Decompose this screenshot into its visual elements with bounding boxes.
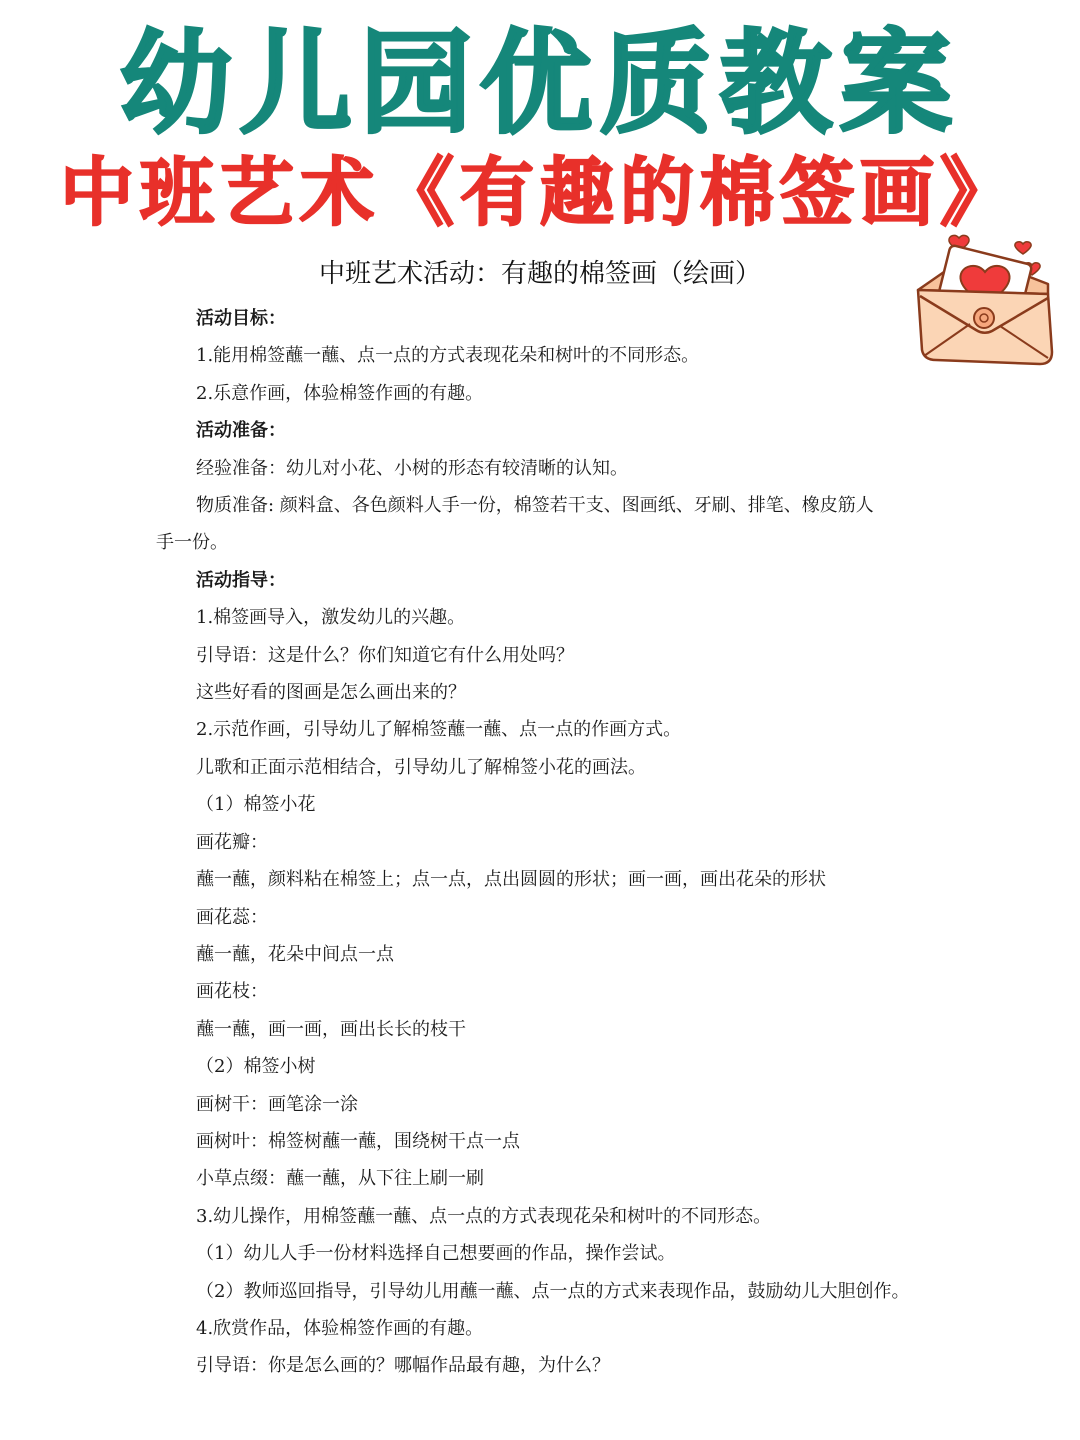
paragraph-line: （1）棉签小花 bbox=[196, 794, 316, 816]
banner-title: 幼儿园优质教案 bbox=[120, 19, 960, 149]
section-heading-preparation: 活动准备： bbox=[196, 420, 286, 442]
paragraph-line: 画花瓣： bbox=[196, 831, 268, 853]
paragraph-line: 儿歌和正面示范相结合，引导幼儿了解棉签小花的画法。 bbox=[196, 756, 646, 778]
banner-subtitle: 中班艺术《有趣的棉签画》 bbox=[60, 150, 1020, 236]
paragraph-line-continued: 手一份。 bbox=[156, 532, 228, 554]
paragraph-line: （2）棉签小树 bbox=[196, 1056, 316, 1078]
paragraph-line: （2）教师巡回指导，引导幼儿用蘸一蘸、点一点的方式来表现作品，鼓励幼儿大胆创作。 bbox=[196, 1280, 910, 1302]
section-heading-goals: 活动目标： bbox=[196, 308, 286, 329]
paragraph-line: （1）幼儿人手一份材料选择自己想要画的作品，操作尝试。 bbox=[196, 1243, 676, 1265]
paragraph-line: 画花枝： bbox=[196, 981, 268, 1003]
paragraph-line: 物质准备: 颜料盒、各色颜料人手一份，棉签若干支、图画纸、牙刷、排笔、橡皮筋人 bbox=[196, 495, 874, 517]
paragraph-line: 画树干：画笔涂一涂 bbox=[196, 1093, 358, 1115]
paragraph-line: 经验准备：幼儿对小花、小树的形态有较清晰的认知。 bbox=[196, 457, 628, 479]
paragraph-line: 画花蕊： bbox=[196, 906, 268, 928]
paragraph-line: 2.示范作画，引导幼儿了解棉签蘸一蘸、点一点的作画方式。 bbox=[196, 719, 682, 741]
paragraph-line: 引导语：这是什么？你们知道它有什么用处吗？ bbox=[196, 644, 574, 666]
paragraph-line: 1.能用棉签蘸一蘸、点一点的方式表现花朵和树叶的不同形态。 bbox=[196, 345, 700, 367]
paragraph-line: 这些好看的图画是怎么画出来的？ bbox=[196, 682, 466, 704]
paragraph-line: 小草点缀：蘸一蘸，从下往上刷一刷 bbox=[196, 1168, 484, 1190]
paragraph-line: 1.棉签画导入，激发幼儿的兴趣。 bbox=[196, 607, 466, 629]
document-title: 中班艺术活动：有趣的棉签画（绘画） bbox=[318, 259, 761, 289]
paragraph-line: 画树叶：棉签树蘸一蘸，围绕树干点一点 bbox=[196, 1130, 520, 1152]
paragraph-line: 蘸一蘸，颜料粘在棉签上；点一点，点出圆圆的形状；画一画，画出花朵的形状 bbox=[196, 869, 826, 891]
paragraph-line: 引导语：你是怎么画的？哪幅作品最有趣，为什么？ bbox=[196, 1355, 610, 1377]
section-heading-guidance: 活动指导： bbox=[196, 569, 286, 591]
document-body bbox=[156, 300, 936, 1385]
paragraph-line: 2.乐意作画，体验棉签作画的有趣。 bbox=[196, 382, 484, 404]
paragraph-line: 4.欣赏作品，体验棉签作画的有趣。 bbox=[196, 1317, 484, 1339]
paragraph-line: 3.幼儿操作，用棉签蘸一蘸、点一点的方式表现花朵和树叶的不同形态。 bbox=[196, 1205, 772, 1227]
paragraph-line: 蘸一蘸，画一画，画出长长的枝干 bbox=[196, 1018, 466, 1040]
paragraph-line: 蘸一蘸，花朵中间点一点 bbox=[196, 943, 394, 965]
